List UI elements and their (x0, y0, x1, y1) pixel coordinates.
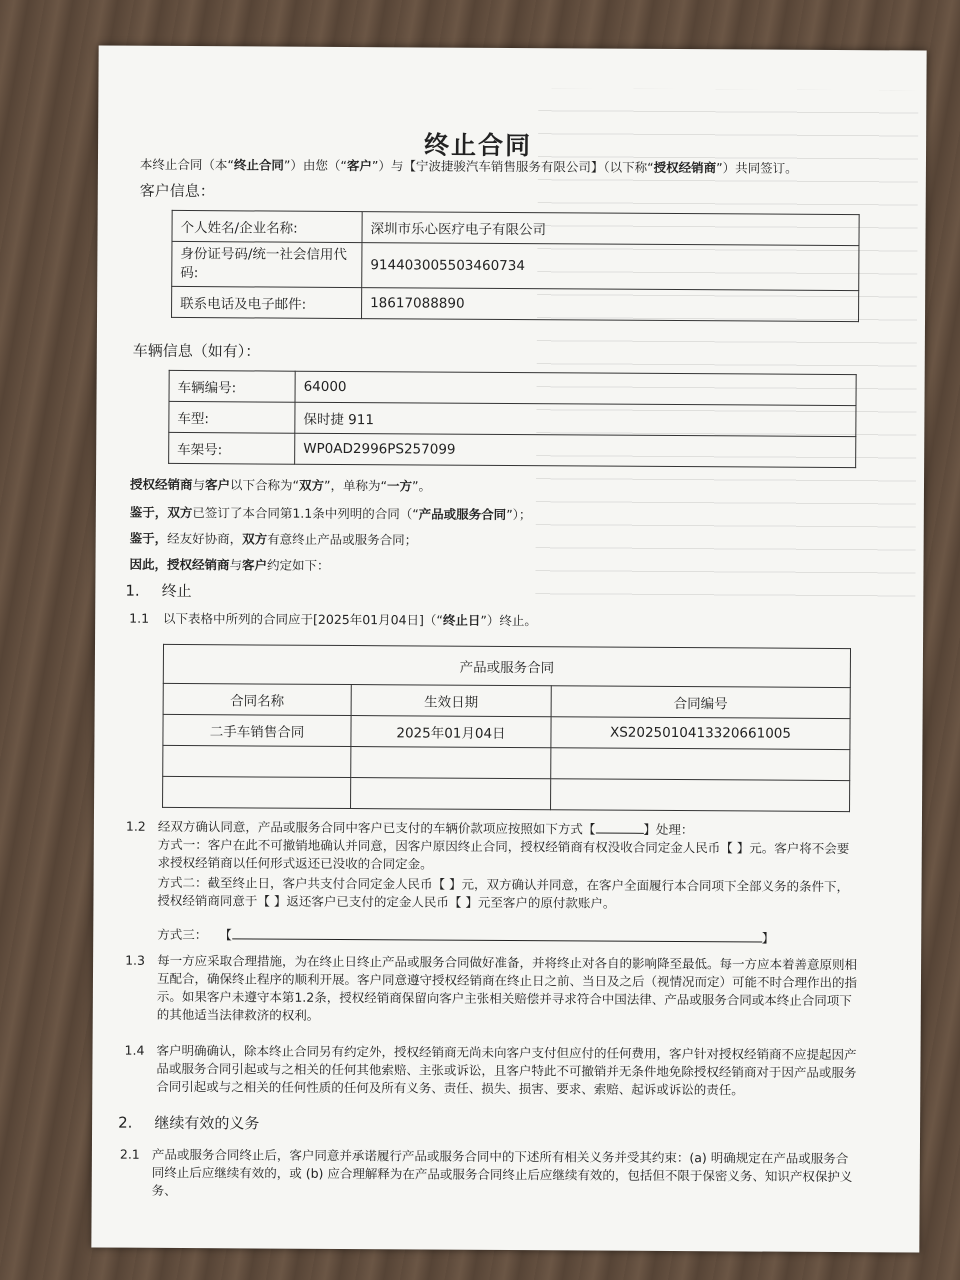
customer-id-label: 身份证号码/统一社会信用代码: (172, 241, 362, 287)
clause-1-1: 1.1 以下表格中所列的合同应于[2025年01月04日]（“终止日”）终止。 (129, 610, 537, 629)
header-contract-number: 合同编号 (551, 686, 850, 719)
empty-cell (163, 745, 351, 777)
contract-table (162, 644, 851, 812)
table-row (172, 210, 859, 245)
empty-cell (163, 776, 351, 808)
clause-2-1-number: 2.1 (119, 1146, 140, 1162)
clause-1-2-number: 1.2 (125, 818, 146, 834)
customer-id-value: 914403005503460734 (362, 243, 859, 291)
vehicle-info-heading: 车辆信息（如有）： (132, 341, 261, 361)
vehicle-info-table (168, 370, 857, 468)
customer-contact-value: 18617088890 (362, 288, 859, 322)
table-row (163, 644, 850, 687)
vin-label: 车架号: (169, 432, 295, 464)
recital-whereas-2: 鉴于，经友好协商，双方有意终止产品或服务合同； (129, 530, 418, 548)
section-1-heading: 1. 终止 (125, 581, 192, 601)
clause-1-4-number: 1.4 (124, 1042, 145, 1058)
customer-info-table (171, 210, 860, 322)
empty-cell (551, 748, 850, 781)
clause-2-1-text: 产品或服务合同终止后，客户同意并承诺履行产品或服务合同中的下述所有相关义务并受其约束：(a) 明确规定在产品或服务合同终止后应继续有效的，或 (b) 应合理解释为在产品或服务合同终止后应继续有效的，包括但不限于保密义务、知识产权保护义务、 (151, 1146, 853, 1198)
vehicle-model-label: 车型: (169, 401, 295, 433)
vehicle-number-value: 64000 (295, 371, 856, 405)
table-row (169, 432, 856, 467)
clause-1-3-number: 1.3 (125, 952, 146, 968)
table-row (163, 745, 850, 780)
table-row (172, 286, 859, 321)
empty-cell (351, 778, 551, 810)
clause-1-2-lead: 经双方确认同意，产品或服务合同中客户已支付的车辆价款项应按照如下方式【 】处理： (157, 818, 694, 838)
vehicle-number-label: 车辆编号: (169, 370, 295, 402)
table-row (169, 370, 856, 405)
contract-number-cell: XS2025010413320661005 (551, 717, 850, 750)
contract-table-caption: 产品或服务合同 (163, 644, 850, 687)
customer-contact-label: 联系电话及电子邮件: (172, 286, 362, 318)
table-row (163, 776, 850, 811)
intro-paragraph: 本终止合同（本“终止合同”）由您（“客户”）与【宁波捷骏汽车销售服务有限公司】（以下称“授权经销商”）共同签订。 (139, 156, 798, 176)
empty-cell (551, 779, 850, 812)
recital-whereas-1: 鉴于，双方已签订了本合同第1.1条中列明的合同（“产品或服务合同”）； (129, 504, 532, 523)
vehicle-model-value: 保时捷 911 (295, 402, 856, 436)
table-row (163, 714, 850, 749)
vin-value: WP0AD2996PS257099 (295, 433, 856, 467)
table-row (172, 241, 859, 290)
contract-page (91, 45, 926, 1252)
effective-date-cell: 2025年01月04日 (351, 716, 551, 748)
clause-1-2-method-3: 方式三： 【 】 (157, 926, 775, 946)
document-title: 终止合同 (423, 130, 533, 161)
contract-name-cell: 二手车销售合同 (163, 714, 351, 746)
customer-info-heading: 客户信息： (139, 181, 215, 201)
clause-1-4-text: 客户明确确认，除本终止合同另有约定外，授权经销商无尚未向客户支付但应付的任何费用，客户针对授权经销商不应提起因产品或服务合同引起或与之相关的任何其他索赔、主张或诉讼，且客户特此不可撤销并无条件地免除授权经销商对于因产品或服务合同引起或与之相关的任何性质的任何及所有义务、责任、损失、损害、要求、索赔、起诉或诉讼的责任。 (156, 1042, 857, 1098)
customer-name-label: 个人姓名/企业名称: (172, 210, 362, 242)
recital-therefore: 因此，授权经销商与客户约定如下： (129, 556, 330, 573)
recital-parties: 授权经销商与客户以下合称为“双方”，单称为“一方”。 (129, 476, 432, 494)
clause-1-2-method-1: 方式一：客户在此不可撤销地确认并同意，因客户原因终止合同，授权经销商有权没收合同定金人民币【 】元。客户将不会要求授权经销商以任何形式返还已没收的合同定金。 (157, 836, 850, 872)
empty-cell (351, 747, 551, 779)
header-contract-name: 合同名称 (163, 683, 351, 715)
table-row (169, 401, 856, 436)
clause-1-2-method-2: 方式二：截至终止日，客户共支付合同定金人民币【 】元，双方确认并同意，在客户全面履行本合同项下全部义务的条件下，授权经销商同意于【 】返还客户已支付的定金人民币【 】元至客户的原付款账户。 (157, 874, 850, 911)
customer-name-value: 深圳市乐心医疗电子有限公司 (362, 212, 859, 246)
section-2-heading: 2. 继续有效的义务 (118, 1113, 260, 1133)
header-effective-date: 生效日期 (351, 685, 551, 717)
clause-1-3-text: 每一方应采取合理措施，为在终止日终止产品或服务合同做好准备，并将终止对各自的影响降至最低。每一方应本着善意原则相互配合，确保终止程序的顺利开展。客户同意遵守授权经销商在终止日之前、当日及之后（视情况而定）可能不时合理作出的指示。如果客户未遵守本第1.2条，授权经销商保留向客户主张相关赔偿并寻求符合中国法律、产品或服务合同或本终止合同项下的其他适当法律救济的权利。 (156, 952, 858, 1023)
table-row (163, 683, 850, 718)
